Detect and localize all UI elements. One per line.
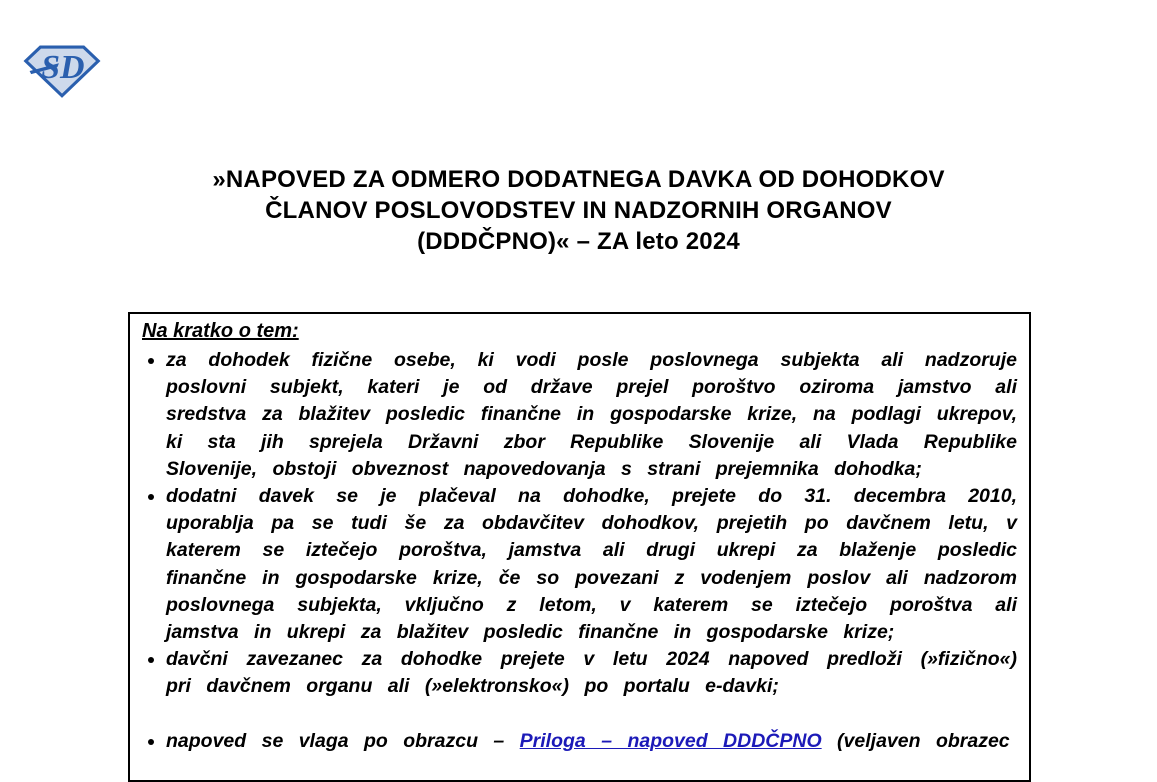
summary-bullet-list	[142, 347, 1017, 755]
summary-box	[128, 312, 1031, 782]
title-line-2: ČLANOV POSLOVODSTEV IN NADZORNIH ORGANOV	[265, 197, 892, 224]
bullet-text: za dohodek fizične osebe, ki vodi posle poslovnega subjekta ali nadzoruje poslovni subjekt, kateri je od države prejel poroštvo oziroma jamstvo ali sredstva za blažitev posledic finančne in gospodarske krize, na podlagi ukrepov, ki sta jih sprejela Državni zbor Republike Slovenije ali Vlada Republike Slovenije, obstoji obveznost napovedovanja s strani prejemnika dohodka;	[166, 349, 1017, 480]
summary-heading: Na kratko o tem:	[142, 320, 299, 342]
bullet-item	[166, 728, 1017, 755]
bullet-item	[166, 646, 1017, 700]
sd-logo	[23, 44, 101, 98]
title-line-3: (DDDČPNO)« – ZA leto 2024	[417, 228, 740, 255]
bullet-text-prefix: napoved se vlaga po obrazcu –	[166, 729, 520, 752]
bullet-item	[166, 483, 1017, 646]
document-title	[0, 164, 1157, 257]
logo-letters: SD	[41, 48, 85, 86]
priloga-napoved-link[interactable]: Priloga – napoved DDDČPNO	[519, 729, 822, 752]
bullet-text: davčni zavezanec za dohodke prejete v letu 2024 napoved predloži (»fizično«) pri davčnem organu ali (»elektronsko«) po portalu e-davki;	[166, 648, 1017, 698]
bullet-item	[166, 347, 1017, 483]
bullet-text: dodatni davek se je plačeval na dohodke, prejete do 31. decembra 2010, uporablja pa se tudi še za obdavčitev dohodkov, prejetih po davčnem letu, v katerem se iztečejo poroštva, jamstva ali drugi ukrepi za blaženje posledic finančne in gospodarske krize, če so povezani z vodenjem poslov ali nadzorom poslovnega subjekta, vključno z letom, v katerem se iztečejo poroštva ali jamstva in ukrepi za blažitev posledic finančne in gospodarske krize;	[166, 485, 1017, 644]
sd-shield-icon	[23, 44, 101, 98]
title-line-1: »NAPOVED ZA ODMERO DODATNEGA DAVKA OD DOHODKOV	[212, 166, 945, 193]
bullet-text-suffix: (veljaven obrazec	[821, 729, 1010, 752]
